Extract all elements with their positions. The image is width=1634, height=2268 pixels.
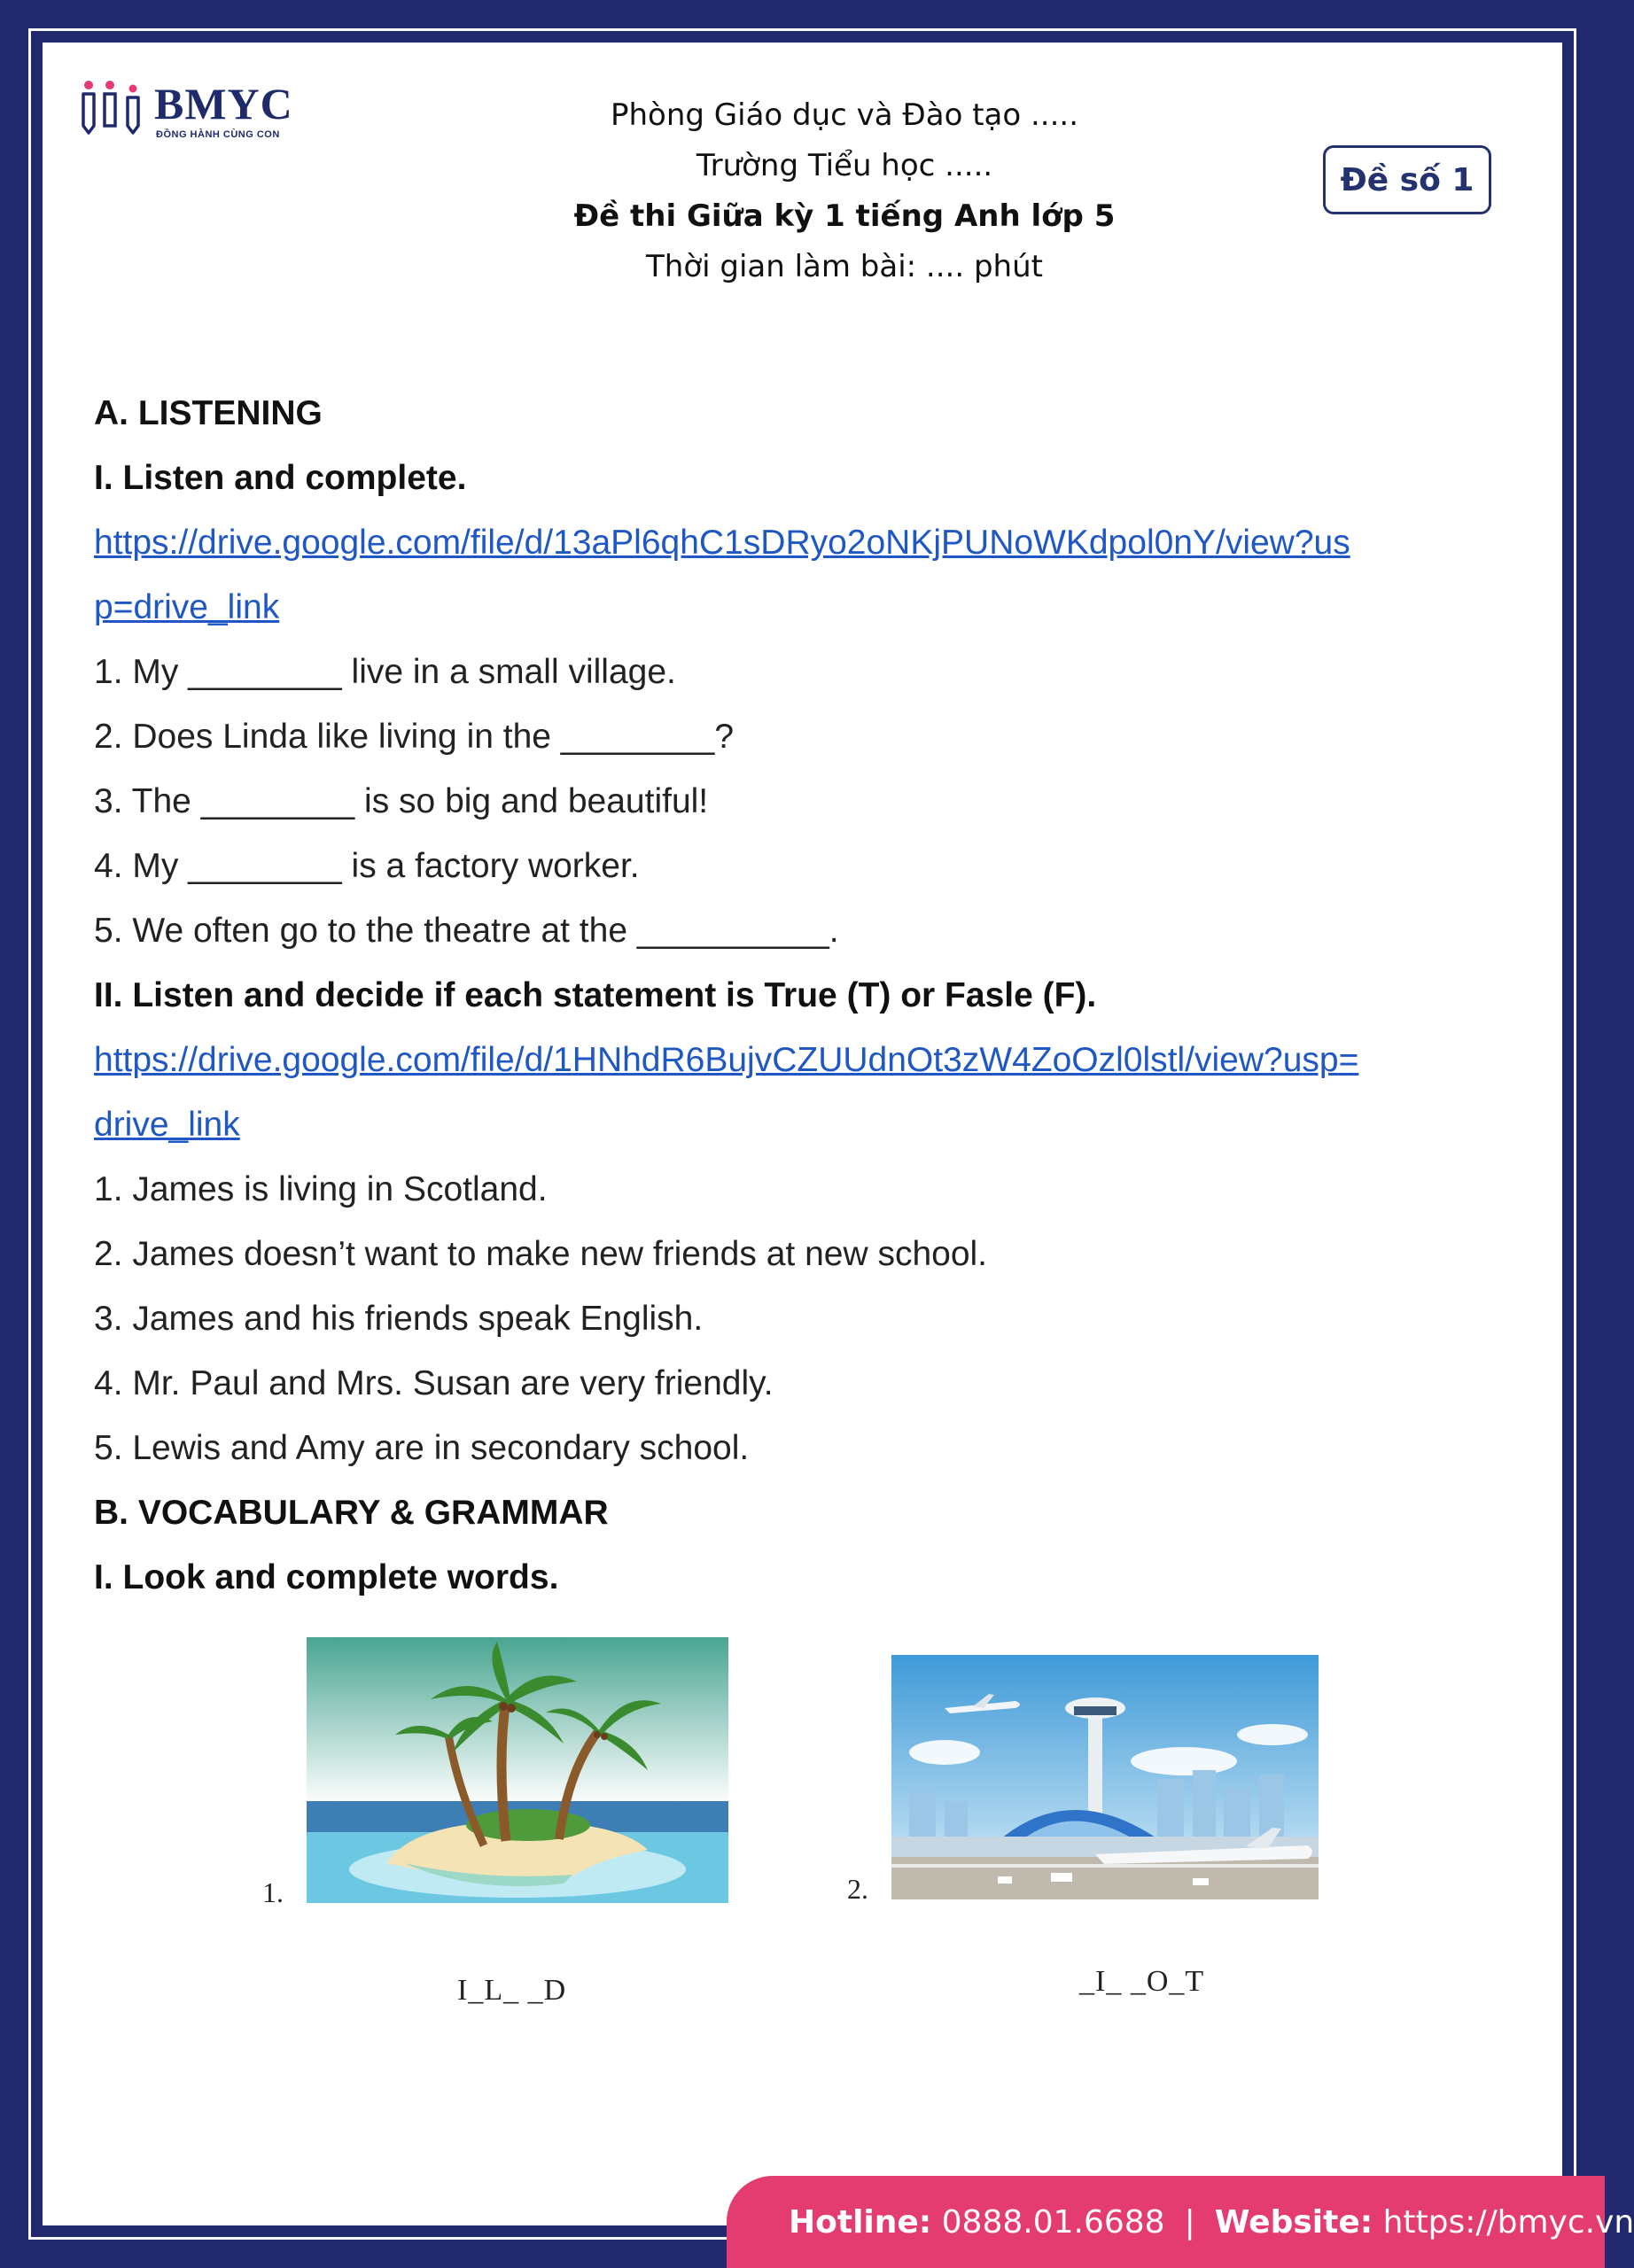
bmyc-logo bbox=[80, 74, 310, 154]
section-heading: I. Look and complete words. bbox=[94, 1558, 559, 1596]
question-line: 4. Mr. Paul and Mrs. Susan are very friendly. bbox=[94, 1364, 774, 1402]
audio-link[interactable]: p=drive_link bbox=[94, 588, 280, 626]
question-line: 5. Lewis and Amy are in secondary school. bbox=[94, 1429, 750, 1467]
question-line: 1. My ________ live in a small village. bbox=[94, 653, 676, 691]
audio-link[interactable]: drive_link bbox=[94, 1106, 240, 1144]
exam-content bbox=[94, 381, 1512, 1610]
exam-title: Đề thi Giữa kỳ 1 tiếng Anh lớp 5 bbox=[573, 198, 1116, 234]
footer-separator: | bbox=[1184, 2203, 1195, 2241]
question-line: 2. James doesn’t want to make new friends at new school. bbox=[94, 1235, 988, 1273]
hotline-label: Hotline: bbox=[789, 2203, 932, 2241]
figure-1-word: I_L_ _D bbox=[457, 1974, 567, 2007]
figure-2-word: _I_ _O_T bbox=[1079, 1965, 1205, 1998]
section-heading: A. LISTENING bbox=[94, 394, 323, 432]
figure-2-number: 2. bbox=[847, 1873, 868, 1905]
question-line: 1. James is living in Scotland. bbox=[94, 1170, 548, 1208]
audio-link[interactable]: https://drive.google.com/file/d/1HNhdR6BujvCZUUdnOt3zW4ZoOzl0lstl/view?usp= bbox=[94, 1041, 1359, 1079]
figure-1-number: 1. bbox=[262, 1876, 284, 1908]
island-image bbox=[307, 1637, 728, 1903]
airport-image bbox=[891, 1655, 1319, 1899]
section-heading: II. Listen and decide if each statement is True (T) or Fasle (F). bbox=[94, 976, 1097, 1014]
audio-link[interactable]: https://drive.google.com/file/d/13aPl6qhC1sDRyo2oNKjPUNoWKdpol0nY/view?us bbox=[94, 524, 1350, 562]
question-line: 2. Does Linda like living in the ________? bbox=[94, 718, 735, 756]
logo-tagline: ĐỒNG HÀNH CÙNG CON bbox=[156, 129, 280, 140]
exam-header bbox=[397, 90, 1292, 292]
exam-number-badge: Đề số 1 bbox=[1323, 145, 1491, 214]
website-link[interactable]: https://bmyc.vn bbox=[1382, 2203, 1634, 2241]
question-line: 4. My ________ is a factory worker. bbox=[94, 847, 640, 885]
exam-time: Thời gian làm bài: .... phút bbox=[646, 249, 1043, 284]
document-page bbox=[43, 43, 1562, 2225]
question-line: 5. We often go to the theatre at the __________. bbox=[94, 912, 839, 950]
school-line: Trường Tiểu học ..... bbox=[696, 148, 993, 183]
hotline-number[interactable]: 0888.01.6688 bbox=[941, 2203, 1165, 2241]
section-heading: B. VOCABULARY & GRAMMAR bbox=[94, 1494, 609, 1532]
section-heading: I. Listen and complete. bbox=[94, 459, 467, 497]
footer-contact-bar bbox=[727, 2176, 1634, 2268]
question-line: 3. James and his friends speak English. bbox=[94, 1300, 704, 1338]
website-label: Website: bbox=[1214, 2203, 1373, 2241]
question-line: 3. The ________ is so big and beautiful! bbox=[94, 782, 709, 820]
department-line: Phòng Giáo dục và Đào tạo ..... bbox=[610, 97, 1079, 133]
logo-figures-icon bbox=[80, 74, 152, 154]
logo-name: BMYC bbox=[154, 79, 293, 128]
